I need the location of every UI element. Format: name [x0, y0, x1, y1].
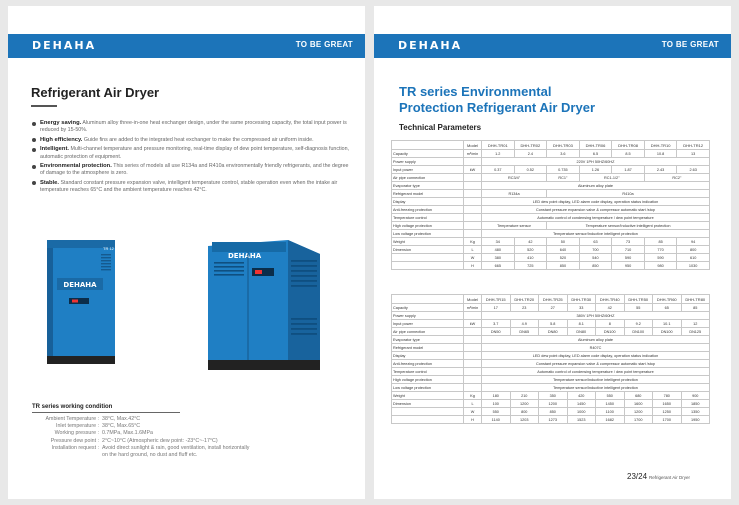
value-cell: 540: [579, 254, 612, 262]
value-cell: Temperature sensor/Inductive intelligent protection: [547, 222, 710, 230]
value-cell: 1030: [677, 262, 710, 270]
large-dryer-image: [198, 238, 328, 373]
value-cell: 73: [612, 238, 645, 246]
series-title-line1: TR series Environmental: [399, 84, 552, 99]
condition-label: Installation request :: [51, 444, 99, 451]
value-cell: Aluminum alloy plate: [482, 336, 710, 344]
value-cell: LED dew point display, LED alarm code display, operation status indication: [482, 352, 710, 360]
value-cell: 0.52: [514, 166, 547, 174]
header-cell: DHH-TR08: [612, 141, 645, 150]
param-label-cell: Input power: [392, 320, 464, 328]
condition-row: [32, 416, 282, 423]
series-title-line2: Protection Refrigerant Air Dryer: [399, 100, 596, 115]
feature-text: This series of models all use R134a and R410a environmentally friendly refrigerants, and the degree of damage to the atmosphere is zero.: [40, 163, 349, 177]
value-cell: 50: [547, 238, 580, 246]
feature-item: [32, 120, 352, 135]
table-row: [392, 166, 710, 174]
value-cell: Temperature sensor/Inductive intelligent protection: [482, 230, 710, 238]
unit-cell: [464, 182, 482, 190]
table-row: [392, 190, 710, 198]
condition-value: 2°C~10°C (Atmospheric dew point: -23°C~-17°C): [102, 437, 218, 444]
table-row: [392, 254, 710, 262]
bullet-icon: [32, 148, 36, 152]
condition-label: Working pressure :: [54, 430, 99, 437]
unit-cell: m³/min: [464, 150, 482, 158]
page-footer: [627, 472, 690, 481]
value-cell: 480: [482, 246, 515, 254]
param-label-cell: High voltage protection: [392, 376, 464, 384]
feature-heading: Stable.: [40, 179, 60, 186]
table-row: [392, 352, 710, 360]
value-cell: 800: [677, 246, 710, 254]
top-banner-right: [374, 34, 731, 58]
tagline: TO BE GREAT: [295, 40, 353, 49]
condition-value: Avoid direct sunlight & rain, good ventilation, install horizontally: [102, 444, 250, 451]
value-cell: 1.2: [482, 150, 515, 158]
value-cell: 1950: [681, 416, 710, 424]
value-cell: R134a: [482, 190, 547, 198]
unit-cell: [464, 376, 482, 384]
value-cell: 1682: [596, 416, 625, 424]
value-cell: 10.1: [653, 320, 682, 328]
condition-value: on the hard ground, no dust and fluff etc.: [102, 452, 198, 459]
value-cell: 12: [681, 320, 710, 328]
value-cell: 950: [612, 262, 645, 270]
series-title: [399, 84, 595, 116]
unit-cell: [464, 360, 482, 368]
value-cell: 380: [482, 254, 515, 262]
value-cell: 34: [482, 238, 515, 246]
value-cell: 5.8: [539, 320, 568, 328]
value-cell: 1200: [539, 400, 568, 408]
bullet-icon: [32, 138, 36, 142]
feature-item: [32, 146, 352, 161]
table-row: [392, 150, 710, 158]
table-row: [392, 262, 710, 270]
condition-row: [32, 423, 282, 430]
value-cell: 1273: [539, 416, 568, 424]
condition-value: 38°C, Max.65°C: [102, 423, 141, 430]
param-label-cell: Capacity: [392, 150, 464, 158]
header-cell: [392, 295, 464, 304]
unit-cell: [464, 312, 482, 320]
value-cell: 800: [510, 408, 539, 416]
value-cell: 610: [677, 254, 710, 262]
value-cell: 2.4: [514, 150, 547, 158]
table-row: [392, 360, 710, 368]
condition-label: Ambient Temperature :: [45, 416, 99, 422]
table-row: [392, 198, 710, 206]
bullet-icon: [32, 165, 36, 169]
value-cell: 1450: [596, 400, 625, 408]
value-cell: LED dew point display, LED alarm code display, operation status indication: [482, 198, 710, 206]
header-cell: DHH-TR50: [624, 295, 653, 304]
value-cell: 9.2: [624, 320, 653, 328]
unit-cell: W: [464, 408, 482, 416]
tagline-right: TO BE GREAT: [661, 40, 719, 49]
unit-cell: [464, 368, 482, 376]
right-page: [374, 6, 731, 499]
page-number: 23/24: [627, 472, 648, 481]
table-row: [392, 344, 710, 352]
top-banner: [8, 34, 365, 58]
param-label-cell: Anti-freezing protection: [392, 206, 464, 214]
bullet-icon: [32, 181, 36, 185]
value-cell: 665: [482, 262, 515, 270]
feature-text: Guide fins are added to the integrated heat exchanger to make the compressed air uniform inside.: [82, 136, 314, 143]
unit-cell: [464, 230, 482, 238]
brand-logo: DEHAHA: [32, 39, 97, 52]
param-label-cell: Low voltage protection: [392, 384, 464, 392]
value-cell: DN65: [510, 328, 539, 336]
value-cell: R410a: [547, 190, 710, 198]
value-cell: 94: [677, 238, 710, 246]
header-cell: DHH-TR80: [681, 295, 710, 304]
value-cell: RC3/4": [482, 174, 547, 182]
param-label-cell: Dimension: [392, 246, 464, 254]
value-cell: 640: [547, 246, 580, 254]
param-label-cell: Display: [392, 198, 464, 206]
spec-table-2: [391, 294, 710, 424]
value-cell: 63: [579, 238, 612, 246]
value-cell: Temperature sensor: [482, 222, 547, 230]
condition-row: [32, 445, 282, 452]
value-cell: 1.87: [612, 166, 645, 174]
value-cell: Automatic control of condensing temperature / dew point temperature: [482, 214, 710, 222]
condition-row: [32, 438, 282, 445]
value-cell: 8: [596, 320, 625, 328]
value-cell: RC2": [644, 174, 709, 182]
table-row: [392, 238, 710, 246]
value-cell: 17: [482, 304, 511, 312]
feature-text: Standard constant pressure expansion valve, intelligent temperature control, stable operation even when the intake air temperature reaches 65°C and the ambient temperature reaches 42°C.: [40, 179, 338, 194]
condition-row: [32, 452, 282, 459]
value-cell: 1700: [653, 416, 682, 424]
table-row: [392, 400, 710, 408]
unit-cell: [464, 352, 482, 360]
table-row: [392, 368, 710, 376]
value-cell: 410: [514, 254, 547, 262]
feature-heading: Intelligent.: [40, 146, 69, 153]
table-row: [392, 384, 710, 392]
unit-cell: [464, 190, 482, 198]
brand-logo-right: DEHAHA: [398, 39, 463, 52]
unit-cell: [464, 222, 482, 230]
value-cell: 8.1: [567, 320, 596, 328]
unit-cell: W: [464, 254, 482, 262]
condition-label: Pressure dew point :: [50, 437, 99, 444]
unit-cell: L: [464, 400, 482, 408]
header-cell: DHH-TR10: [644, 141, 677, 150]
spec-table-1: [391, 140, 710, 270]
value-cell: Temperature sensor/Inductive intelligent protection: [482, 376, 710, 384]
param-label-cell: [392, 416, 464, 424]
value-cell: 850: [547, 262, 580, 270]
unit-cell: kW: [464, 166, 482, 174]
feature-heading: Environmental protection.: [40, 163, 112, 170]
value-cell: 980: [644, 262, 677, 270]
feature-heading: Energy saving.: [40, 120, 82, 126]
value-cell: 100: [482, 400, 511, 408]
footer-label: Refrigerant Air Dryer: [649, 475, 691, 480]
param-label-cell: Evaporator type: [392, 336, 464, 344]
param-label-cell: [392, 262, 464, 270]
value-cell: DN100: [624, 328, 653, 336]
param-label-cell: Low voltage protection: [392, 230, 464, 238]
value-cell: Temperature sensor/Inductive intelligent protection: [482, 384, 710, 392]
value-cell: 770: [644, 246, 677, 254]
value-cell: 4.9: [510, 320, 539, 328]
table-row: [392, 214, 710, 222]
header-cell: DHH-TR06: [579, 141, 612, 150]
param-label-cell: Dimension: [392, 400, 464, 408]
value-cell: 1203: [510, 416, 539, 424]
header-cell: DHH-TR03: [547, 141, 580, 150]
table-row: [392, 336, 710, 344]
value-cell: DN80: [567, 328, 596, 336]
param-label-cell: Air pipe connection: [392, 328, 464, 336]
table-row: [392, 182, 710, 190]
value-cell: 27: [539, 304, 568, 312]
value-cell: Aluminum alloy plate: [482, 182, 710, 190]
condition-value: 0.7MPa, Max.1.6MPa: [102, 430, 153, 437]
table-row: [392, 328, 710, 336]
condition-label: [32, 452, 102, 459]
value-cell: RC1": [547, 174, 580, 182]
unit-cell: H: [464, 262, 482, 270]
value-cell: 590: [612, 254, 645, 262]
value-cell: 1140: [482, 416, 511, 424]
feature-list: [32, 120, 352, 197]
value-cell: 210: [510, 392, 539, 400]
value-cell: 1000: [567, 408, 596, 416]
value-cell: DN100: [653, 328, 682, 336]
value-cell: 1700: [624, 416, 653, 424]
unit-cell: [464, 344, 482, 352]
table-row: [392, 174, 710, 182]
value-cell: 0.37: [482, 166, 515, 174]
value-cell: 1450: [567, 400, 596, 408]
value-cell: 10.8: [644, 150, 677, 158]
param-label-cell: Temperature control: [392, 368, 464, 376]
value-cell: 220V 1PH 50HZ/60HZ: [482, 158, 710, 166]
unit-cell: [464, 384, 482, 392]
table-row: [392, 376, 710, 384]
value-cell: RC1-1/2": [579, 174, 644, 182]
param-label-cell: [392, 254, 464, 262]
table-row: [392, 158, 710, 166]
value-cell: 42: [596, 304, 625, 312]
working-condition-title: TR series working condition: [32, 404, 180, 413]
header-cell: DHH-TR02: [514, 141, 547, 150]
value-cell: Automatic control of condensing temperature / dew point temperature: [482, 368, 710, 376]
value-cell: 13: [677, 150, 710, 158]
param-label-cell: Evaporator type: [392, 182, 464, 190]
value-cell: 23: [510, 304, 539, 312]
value-cell: 3.6: [547, 150, 580, 158]
value-cell: 550: [482, 408, 511, 416]
table-row: [392, 312, 710, 320]
value-cell: 33: [567, 304, 596, 312]
value-cell: 380V 1PH 50HZ/60HZ: [482, 312, 710, 320]
value-cell: 850: [539, 408, 568, 416]
header-cell: DHH-TR20: [510, 295, 539, 304]
value-cell: 85: [681, 304, 710, 312]
feature-item: [32, 180, 352, 195]
svg-text:TR 12: TR 12: [103, 246, 114, 251]
value-cell: 850: [579, 262, 612, 270]
value-cell: 1850: [681, 400, 710, 408]
value-cell: DN100: [596, 328, 625, 336]
value-cell: 65: [653, 304, 682, 312]
value-cell: DN80: [539, 328, 568, 336]
unit-cell: [464, 328, 482, 336]
feature-item: [32, 163, 352, 178]
value-cell: 700: [579, 246, 612, 254]
header-cell: DHH-TR60: [653, 295, 682, 304]
header-cell: DHH-TR15: [482, 295, 511, 304]
small-dryer-image: [43, 238, 119, 368]
unit-cell: [464, 198, 482, 206]
condition-label: Inlet temperature :: [56, 423, 99, 430]
unit-cell: [464, 336, 482, 344]
technical-parameters-heading: Technical Parameters: [399, 123, 482, 132]
value-cell: DN125: [681, 328, 710, 336]
param-label-cell: Weight: [392, 238, 464, 246]
table-row: [392, 408, 710, 416]
value-cell: 725: [514, 262, 547, 270]
unit-cell: m³/min: [464, 304, 482, 312]
value-cell: 1100: [596, 408, 625, 416]
param-label-cell: Anti-freezing protection: [392, 360, 464, 368]
param-label-cell: Temperature control: [392, 214, 464, 222]
param-label-cell: Refrigerant model: [392, 344, 464, 352]
param-label-cell: Input power: [392, 166, 464, 174]
table-row: [392, 246, 710, 254]
value-cell: Constant pressure expansion valve & compressor automatic start /stop: [482, 360, 710, 368]
condition-value: 38°C, Max.42°C: [102, 416, 141, 422]
header-cell: Model: [464, 141, 482, 150]
param-label-cell: Refrigerant model: [392, 190, 464, 198]
param-label-cell: Weight: [392, 392, 464, 400]
unit-cell: Kg: [464, 238, 482, 246]
value-cell: 85: [644, 238, 677, 246]
param-label-cell: Power supply: [392, 158, 464, 166]
unit-cell: [464, 174, 482, 182]
feature-text: Aluminum alloy three-in-one heat exchanger design, under the same processing capacity, the total input power is reduced by 15-50%.: [40, 120, 347, 134]
unit-cell: kW: [464, 320, 482, 328]
table-row: [392, 222, 710, 230]
unit-cell: L: [464, 246, 482, 254]
value-cell: R407C: [482, 344, 710, 352]
table-header-row: [392, 141, 710, 150]
header-cell: DHH-TR25: [539, 295, 568, 304]
table-row: [392, 320, 710, 328]
value-cell: 55: [624, 304, 653, 312]
value-cell: 1200: [624, 408, 653, 416]
page-title: Refrigerant Air Dryer: [31, 85, 160, 100]
value-cell: 590: [644, 254, 677, 262]
value-cell: 680: [624, 392, 653, 400]
value-cell: 1600: [624, 400, 653, 408]
value-cell: 350: [539, 392, 568, 400]
header-cell: DHH-TR40: [596, 295, 625, 304]
value-cell: 1.26: [579, 166, 612, 174]
value-cell: 180: [482, 392, 511, 400]
value-cell: 520: [514, 246, 547, 254]
param-label-cell: [392, 408, 464, 416]
value-cell: 1350: [681, 408, 710, 416]
param-label-cell: High voltage protection: [392, 222, 464, 230]
table-row: [392, 206, 710, 214]
value-cell: 8.5: [612, 150, 645, 158]
feature-text: Multi-channel temperature and pressure monitoring, real-time display of dew point temperature, self-diagnosis function, automatic protection of equipment.: [40, 146, 349, 160]
bullet-icon: [32, 122, 36, 126]
left-page: [8, 6, 365, 499]
header-cell: DHH-TR30: [567, 295, 596, 304]
value-cell: 710: [612, 246, 645, 254]
value-cell: 3.7: [482, 320, 511, 328]
param-label-cell: Air pipe connection: [392, 174, 464, 182]
unit-cell: [464, 206, 482, 214]
value-cell: 6.5: [579, 150, 612, 158]
value-cell: 520: [547, 254, 580, 262]
working-condition-list: [32, 416, 282, 459]
table-row: [392, 392, 710, 400]
value-cell: Constant pressure expansion valve & compressor automatic start /stop: [482, 206, 710, 214]
unit-cell: [464, 158, 482, 166]
feature-item: [32, 137, 352, 144]
value-cell: 420: [567, 392, 596, 400]
svg-text:DEHAHA: DEHAHA: [63, 281, 97, 289]
unit-cell: Kg: [464, 392, 482, 400]
condition-row: [32, 430, 282, 437]
table-row: [392, 304, 710, 312]
title-divider: [31, 105, 57, 107]
param-label-cell: Power supply: [392, 312, 464, 320]
header-cell: [392, 141, 464, 150]
header-cell: DHH-TR01: [482, 141, 515, 150]
unit-cell: [464, 214, 482, 222]
value-cell: 1250: [653, 408, 682, 416]
value-cell: 780: [653, 392, 682, 400]
header-cell: DHH-TR12: [677, 141, 710, 150]
table-row: [392, 416, 710, 424]
value-cell: 550: [596, 392, 625, 400]
value-cell: 1523: [567, 416, 596, 424]
value-cell: 1650: [653, 400, 682, 408]
table-header-row: [392, 295, 710, 304]
header-cell: Model: [464, 295, 482, 304]
table-row: [392, 230, 710, 238]
value-cell: 2.63: [677, 166, 710, 174]
value-cell: 1200: [510, 400, 539, 408]
feature-heading: High efficiency.: [40, 136, 83, 143]
value-cell: 42: [514, 238, 547, 246]
value-cell: 0.735: [547, 166, 580, 174]
value-cell: 2.43: [644, 166, 677, 174]
value-cell: DN50: [482, 328, 511, 336]
param-label-cell: Capacity: [392, 304, 464, 312]
svg-text:DEHAHA: DEHAHA: [228, 252, 262, 260]
param-label-cell: Display: [392, 352, 464, 360]
unit-cell: H: [464, 416, 482, 424]
value-cell: 900: [681, 392, 710, 400]
